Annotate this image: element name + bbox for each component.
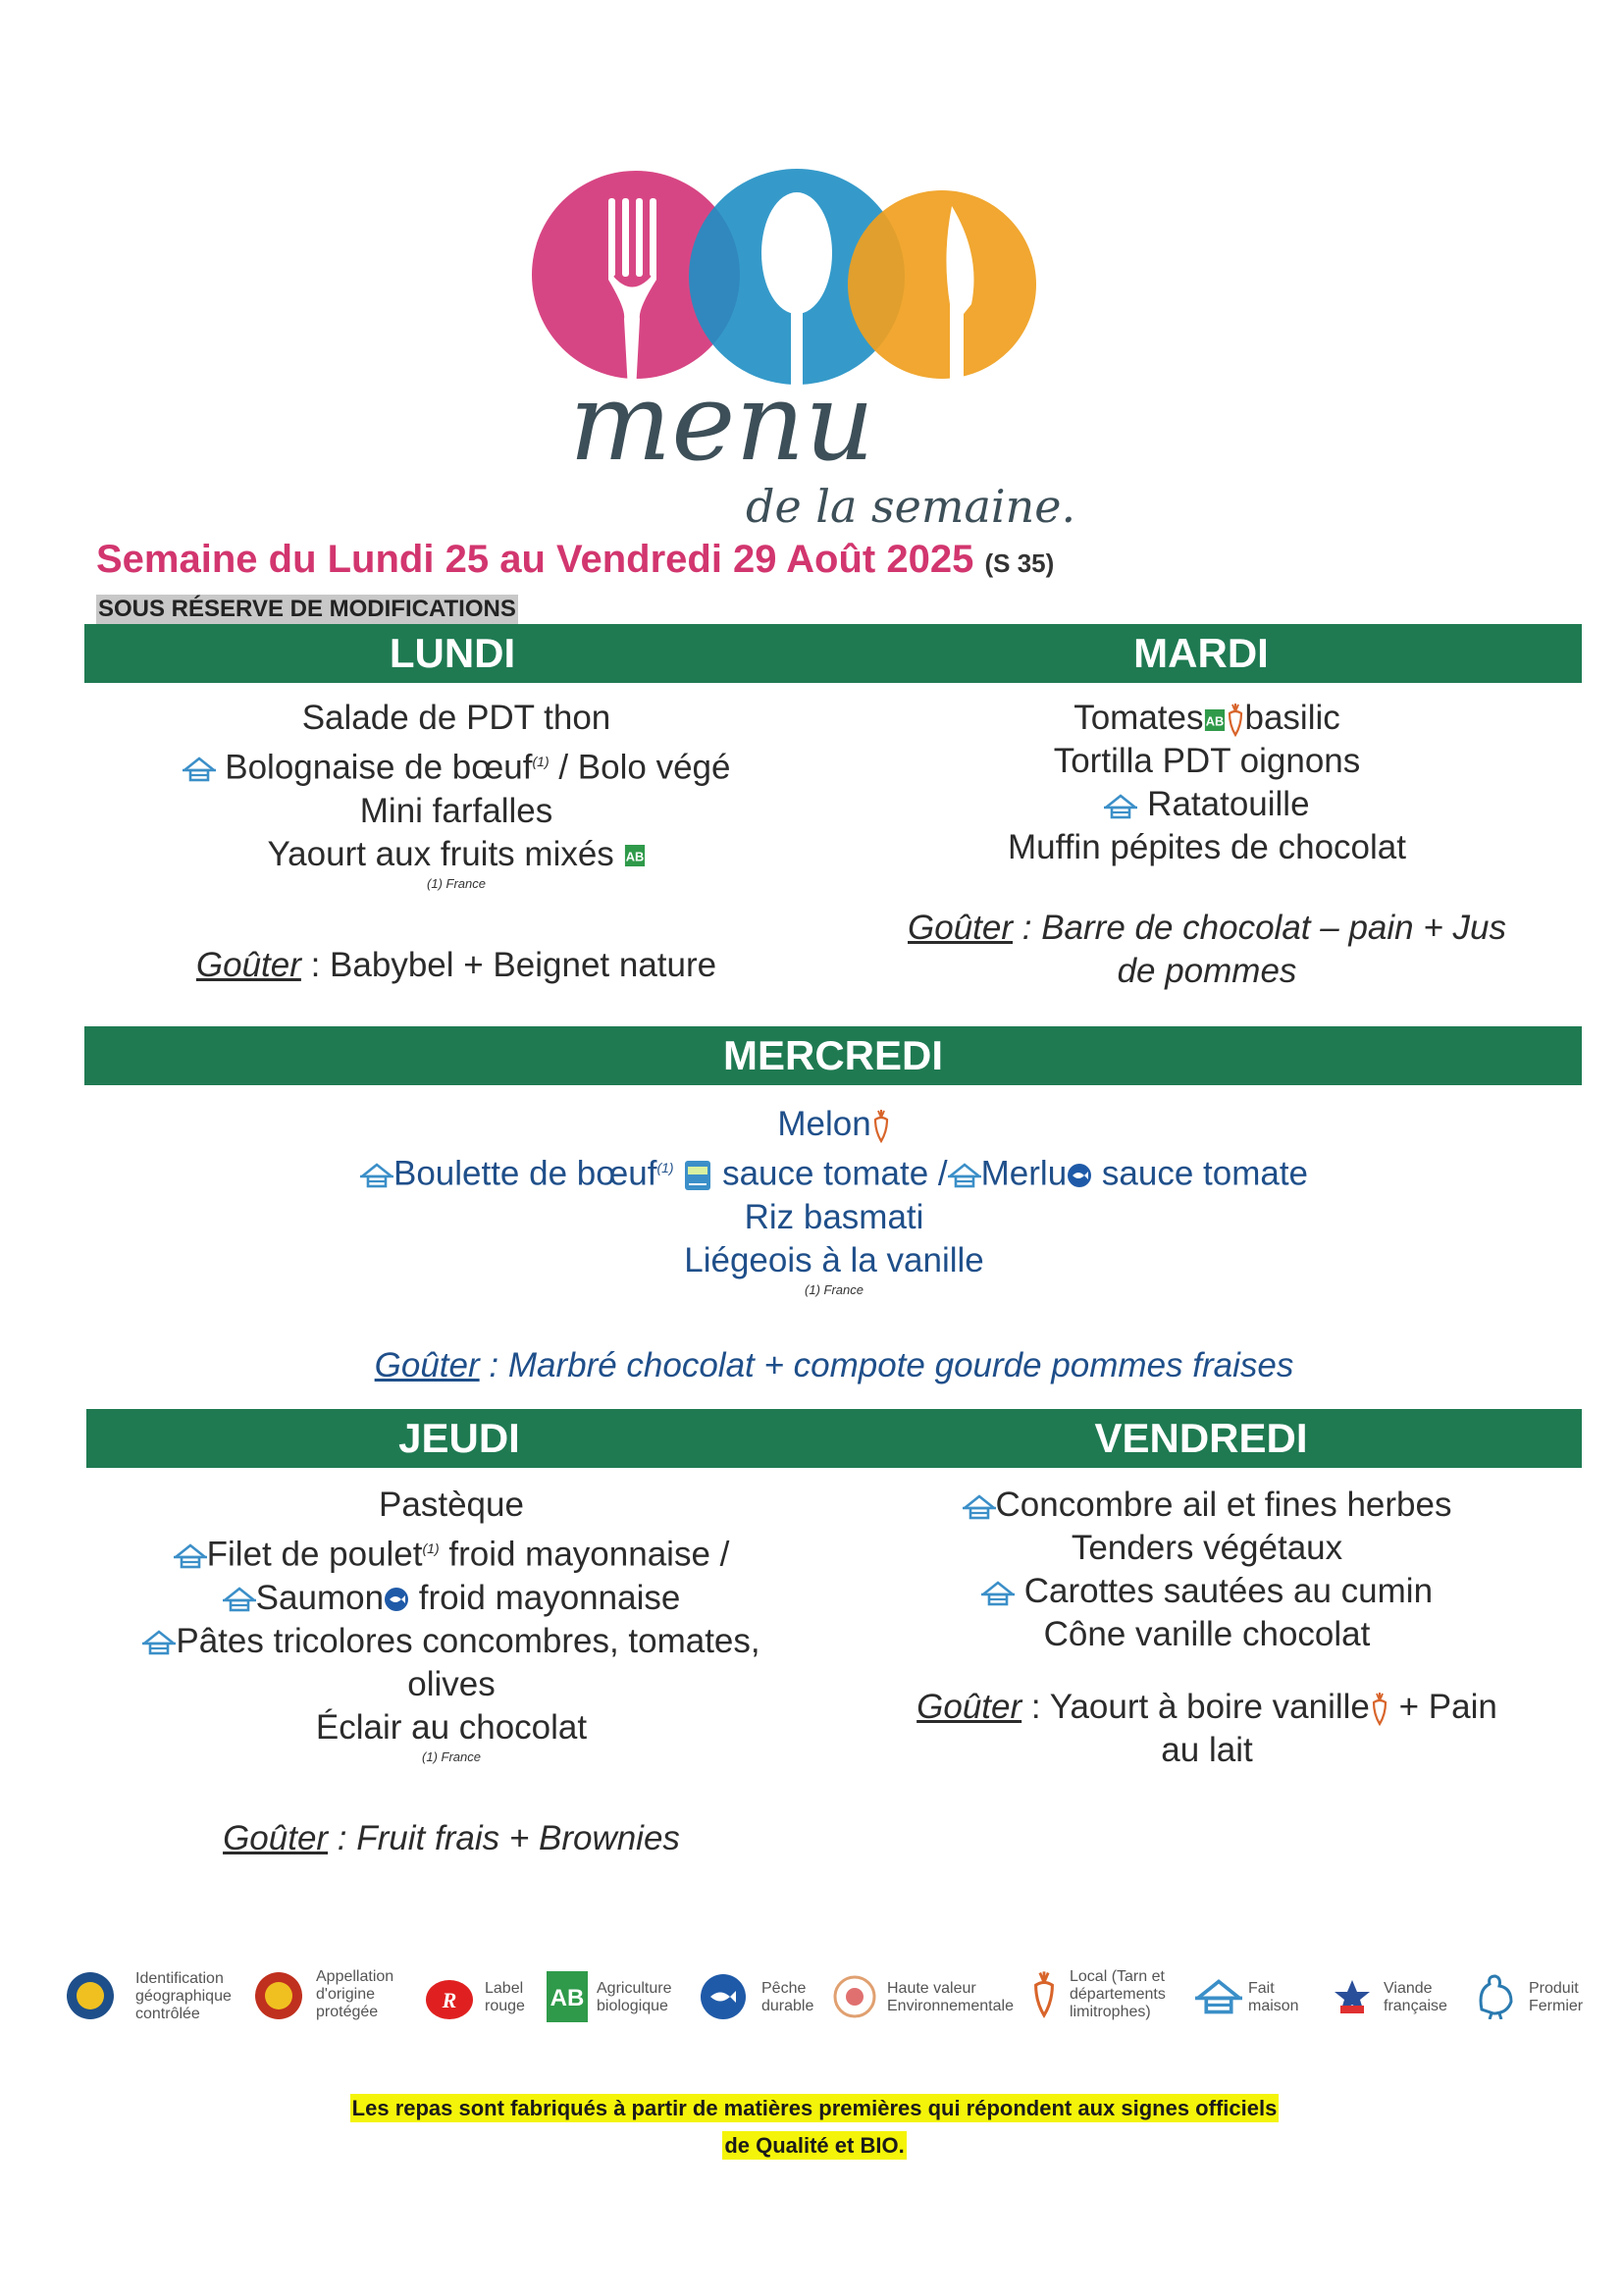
mercredi-boulette: Boulette de bœuf [393, 1154, 657, 1193]
carrot-local-icon [1030, 1966, 1058, 2023]
legend-fait-maison: Fait maison [1248, 1980, 1299, 2014]
gouter-lundi [93, 944, 819, 987]
fait-maison-icon [981, 1581, 1015, 1606]
fait-maison-icon [142, 1630, 176, 1655]
mercredi-note: (1) France [805, 1281, 864, 1297]
mardi-tomates: Tomates [1073, 699, 1204, 737]
legend-bio: Agriculture biologique [597, 1980, 672, 2014]
lundi-bolo-vege: / Bolo végé [558, 748, 731, 787]
jeudi-saumon: Saumon [255, 1578, 385, 1617]
week-code: (S 35) [984, 548, 1055, 578]
gouter-lundi-text: : Babybel + Beignet nature [310, 946, 717, 984]
legend-viande: Viande française [1384, 1980, 1447, 2014]
gouter-label: Goûter [916, 1688, 1022, 1726]
legend-hve: Haute valeur Environnementale [887, 1980, 1014, 2014]
svg-text:AB: AB [550, 1985, 585, 2011]
jeudi-pates: Pâtes tricolores concombres, tomates, [176, 1621, 760, 1660]
legend-label-rouge: Label rouge [485, 1980, 525, 2014]
lundi-item-4 [93, 833, 819, 876]
gouter-mardi-line2: de pommes [1117, 952, 1297, 990]
gouter-mercredi-text: : Marbré chocolat + compote gourde pommes fraises [489, 1346, 1294, 1384]
legend-fermier: Produit Fermier [1529, 1980, 1584, 2014]
mercredi-sauce-1: sauce tomate / [722, 1154, 948, 1193]
origin-note-mark: (1) [656, 1160, 674, 1175]
fait-maison-icon [183, 757, 216, 782]
gouter-mardi-line1: : Barre de chocolat – pain + Jus [1021, 909, 1506, 947]
label-rouge-icon [424, 1978, 475, 2021]
gouter-mardi [844, 907, 1570, 993]
jeudi-item-6: Éclair au chocolat [315, 1707, 588, 1747]
legend-igp: Identification géographique contrôlée [135, 1970, 232, 2022]
lundi-yaourt: Yaourt aux fruits mixés [267, 834, 614, 873]
gouter-mercredi [98, 1344, 1570, 1387]
vendredi-carottes: Carottes sautées au cumin [1023, 1572, 1434, 1610]
ab-bio-icon [546, 1970, 589, 2023]
carrot-local-icon [1370, 1693, 1389, 1726]
fait-maison-icon [223, 1587, 256, 1612]
rooster-fermier-icon [1472, 1970, 1517, 2019]
mercredi-merlu: Merlu [980, 1154, 1068, 1193]
mardi-basilic: basilic [1244, 699, 1340, 737]
carrot-local-icon [1226, 704, 1245, 737]
fait-maison-icon [963, 1494, 996, 1520]
gouter-vendredi-line1: : Yaourt à boire vanille [1030, 1688, 1370, 1726]
mercredi-item-4: Liégeois à la vanille [684, 1240, 984, 1279]
mercredi-item-3: Riz basmati [744, 1197, 924, 1236]
gouter-jeudi [88, 1817, 814, 1860]
lundi-bolognaise: Bolognaise de bœuf [225, 748, 533, 787]
ab-bio-icon [1204, 708, 1226, 732]
vendredi-concombre: Concombre ail et fines herbes [995, 1486, 1452, 1524]
gouter-label: Goûter [195, 946, 301, 984]
menu-mercredi [98, 1103, 1570, 1298]
jeudi-item-5: olives [407, 1664, 496, 1703]
reserve-notice: SOUS RÉSERVE DE MODIFICATIONS [98, 596, 516, 622]
menu-vendredi [844, 1484, 1570, 1656]
week-title-text: Semaine du Lundi 25 au Vendredi 29 Août 2025 [96, 538, 974, 581]
footer-line-1: Les repas sont fabriqués à partir de matières premières qui répondent aux signes officiels [351, 2096, 1278, 2120]
fait-maison-icon [360, 1163, 393, 1188]
lundi-item-1: Salade de PDT thon [301, 699, 611, 737]
footer-quality-note [206, 2090, 1423, 2165]
legend-peche: Pêche durable [761, 1980, 814, 2014]
mardi-item-4: Muffin pépites de chocolat [1007, 828, 1406, 866]
peche-durable-icon [699, 1972, 748, 2021]
jeudi-mayo-1: froid mayonnaise / [448, 1535, 730, 1574]
gouter-label: Goûter [374, 1346, 480, 1384]
mercredi-melon: Melon [777, 1105, 871, 1143]
igp-seal-icon [65, 1970, 116, 2021]
menu-lundi [93, 697, 819, 892]
vendredi-item-1 [844, 1484, 1570, 1527]
day-title-mardi: MARDI [1133, 630, 1269, 676]
jeudi-item-1: Pastèque [379, 1486, 524, 1524]
gouter-label: Goûter [223, 1819, 329, 1857]
peche-durable-icon [1067, 1163, 1092, 1188]
bleu-blanc-coeur-icon [683, 1157, 712, 1194]
peche-durable-icon [384, 1587, 409, 1612]
gouter-vendredi-line2: au lait [1161, 1731, 1253, 1769]
fait-maison-icon [1195, 1978, 1242, 2015]
mercredi-item-1 [98, 1103, 1570, 1146]
jeudi-note: (1) France [422, 1748, 481, 1764]
jeudi-item-3 [88, 1577, 814, 1620]
gouter-vendredi [844, 1686, 1570, 1772]
vendredi-item-3 [844, 1570, 1570, 1613]
svg-text:R: R [442, 1988, 457, 2012]
fait-maison-icon [948, 1163, 981, 1188]
jeudi-item-4 [88, 1620, 814, 1663]
aop-seal-icon [253, 1970, 304, 2021]
mardi-item-1 [844, 697, 1570, 740]
gouter-jeudi-text: : Fruit frais + Brownies [337, 1819, 680, 1857]
gouter-vendredi-line1b: + Pain [1398, 1688, 1497, 1726]
origin-note-mark: (1) [422, 1540, 440, 1556]
day-title-jeudi: JEUDI [398, 1415, 520, 1461]
menu-jeudi [88, 1484, 814, 1765]
band-lundi-mardi [84, 624, 1582, 683]
legend-local: Local (Tarn et départements limitrophes) [1070, 1968, 1166, 2020]
mardi-item-2: Tortilla PDT oignons [1053, 742, 1361, 780]
ab-bio-icon [624, 844, 646, 867]
lundi-note: (1) France [427, 875, 486, 891]
lundi-item-3: Mini farfalles [359, 791, 553, 830]
vendredi-item-4: Cône vanille chocolat [1043, 1615, 1371, 1653]
mercredi-sauce-2: sauce tomate [1101, 1154, 1309, 1193]
carrot-local-icon [871, 1110, 891, 1143]
band-jeudi-vendredi [86, 1409, 1582, 1468]
menu-logo [510, 147, 1119, 540]
origin-note-mark: (1) [532, 754, 550, 769]
day-title-lundi: LUNDI [389, 630, 516, 676]
jeudi-item-2 [88, 1527, 814, 1577]
fait-maison-icon [174, 1543, 207, 1569]
footer-line-2: de Qualité et BIO. [724, 2133, 905, 2158]
menu-mardi [844, 697, 1570, 869]
mardi-item-3 [844, 783, 1570, 826]
gouter-label: Goûter [908, 909, 1014, 947]
day-title-vendredi: VENDREDI [1094, 1415, 1308, 1461]
day-title-mercredi: MERCREDI [722, 1032, 944, 1078]
logo-subtitle: de la semaine. [746, 480, 1076, 533]
jeudi-poulet: Filet de poulet [206, 1535, 423, 1574]
legend-aop: Appellation d'origine protégée [316, 1968, 394, 2020]
hve-icon [832, 1974, 877, 2019]
mercredi-item-2 [98, 1146, 1570, 1196]
logo-word: menu [569, 359, 875, 485]
fait-maison-icon [1104, 794, 1137, 819]
band-mercredi [84, 1026, 1582, 1085]
mardi-ratatouille: Ratatouille [1147, 785, 1310, 823]
jeudi-mayo-2: froid mayonnaise [418, 1578, 681, 1617]
lundi-item-2 [93, 740, 819, 790]
week-title [96, 538, 1054, 582]
viande-francaise-icon [1331, 1976, 1374, 2017]
vendredi-item-2: Tenders végétaux [1071, 1529, 1343, 1567]
